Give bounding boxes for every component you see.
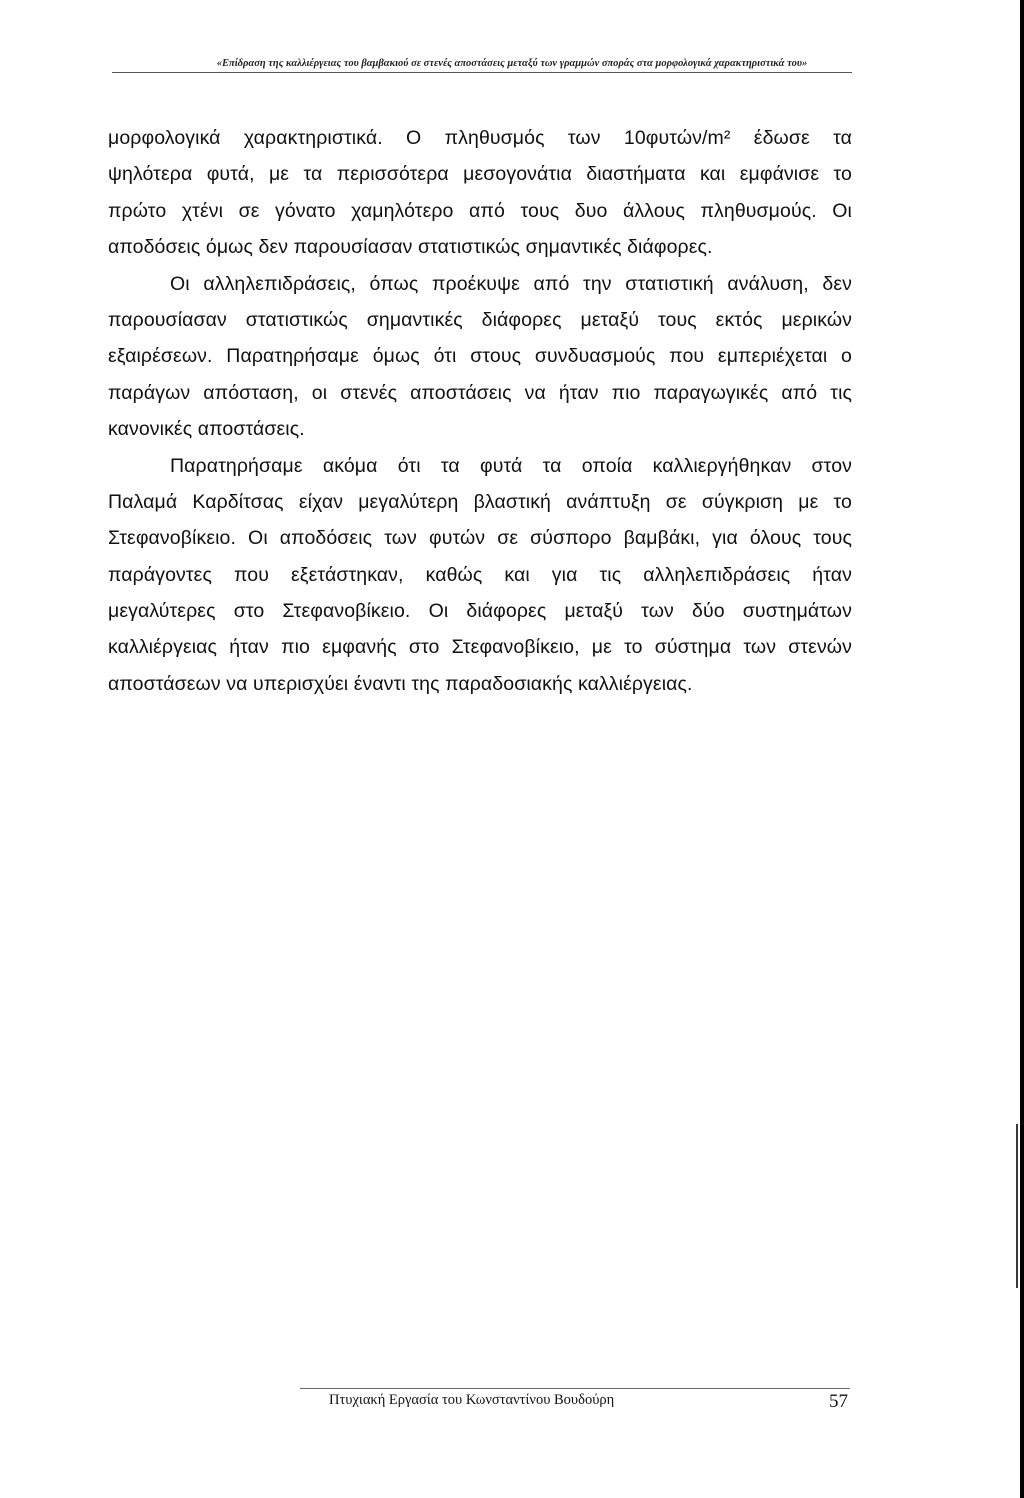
text-line: πρώτο χτένι σε γόνατο χαμηλότερο από τους δυο άλλους πληθυσμούς. Οι — [108, 199, 852, 222]
text-line: αποδόσεις όμως δεν παρουσίασαν στατιστικώς σημαντικές διάφορες. — [108, 236, 713, 259]
scan-border — [1020, 0, 1024, 1498]
header-rule — [112, 72, 852, 73]
text-line: μεγαλύτερες στο Στεφανοβίκειο. Οι διάφορες μεταξύ των δύο συστημάτων — [108, 600, 852, 623]
scan-edge-line — [1016, 1124, 1018, 1288]
body-text — [108, 120, 852, 702]
text-line: Οι αλληλεπιδράσεις, όπως προέκυψε από την στατιστική ανάλυση, δεν — [170, 272, 852, 295]
text-line: παράγοντες που εξετάστηκαν, καθώς και για τις αλληλεπιδράσεις ήταν — [108, 563, 852, 586]
text-line: παρουσίασαν στατιστικώς σημαντικές διάφορες μεταξύ τους εκτός μερικών — [108, 308, 852, 331]
text-line: κανονικές αποστάσεις. — [108, 418, 305, 441]
text-line: Στεφανοβίκειο. Οι αποδόσεις των φυτών σε σύσπορο βαμβάκι, για όλους τους — [108, 527, 852, 550]
running-header: «Επίδραση της καλλιέργειας του βαμβακιού σε στενές αποστάσεις μεταξύ των γραμμών σποράς στα μορφολογικά χαρακτηριστικά του» — [216, 58, 808, 69]
text-line: παράγων απόσταση, οι στενές αποστάσεις να ήταν πιο παραγωγικές από τις — [108, 381, 852, 404]
text-line: Παρατηρήσαμε ακόμα ότι τα φυτά τα οποία καλλιεργήθηκαν στον — [170, 454, 852, 477]
page-number: 57 — [829, 1391, 848, 1412]
text-line: Παλαμά Καρδίτσας είχαν μεγαλύτερη βλαστική ανάπτυξη σε σύγκριση με το — [108, 490, 852, 513]
footer-rule — [300, 1388, 850, 1389]
text-line: εξαιρέσεων. Παρατηρήσαμε όμως ότι στους συνδυασμούς που εμπεριέχεται ο — [108, 345, 852, 368]
text-line: αποστάσεων να υπερισχύει έναντι της παραδοσιακής καλλιέργειας. — [108, 672, 693, 695]
text-line: μορφολογικά χαρακτηριστικά. Ο πληθυσμός των 10φυτών/m² έδωσε τα — [108, 127, 852, 149]
text-line: ψηλότερα φυτά, με τα περισσότερα μεσογονάτια διαστήματα και εμφάνισε το — [108, 163, 852, 186]
text-line: καλλιέργειας ήταν πιο εμφανής στο Στεφανοβίκειο, με το σύστημα των στενών — [108, 636, 852, 659]
footer-author-line: Πτυχιακή Εργασία του Κωνσταντίνου Βουδούρη — [329, 1392, 615, 1408]
